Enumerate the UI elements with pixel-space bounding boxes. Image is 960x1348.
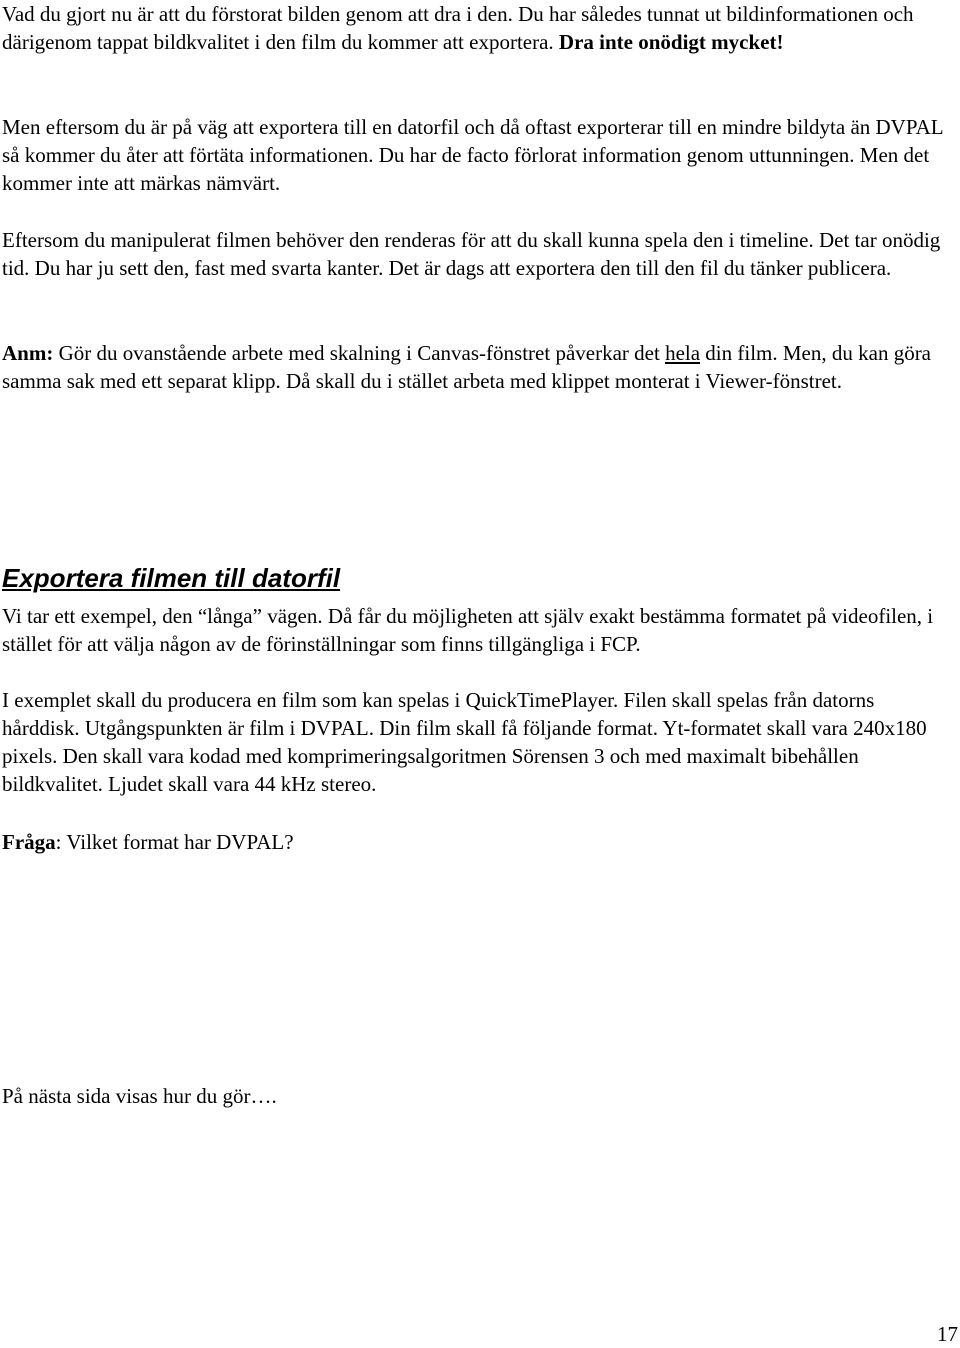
- paragraph-next-page: [2, 1082, 952, 1110]
- paragraph-2: [2, 113, 952, 197]
- question-text: : Vilket format har DVPAL?: [55, 830, 294, 854]
- paragraph-6-text: I exemplet skall du producera en film som kan spelas i QuickTimePlayer. Filen skall spelas från datorns hårddisk. Utgångspunkten är film i DVPAL. Din film skall få följande format. Yt-formatet skall vara 240x180 pixels. Den skall vara kodad med komprimeringsalgoritmen Sörensen 3 och med maximalt bibehållen bildkvalitet. Ljudet skall vara 44 kHz stereo.: [2, 688, 927, 796]
- paragraph-note: [2, 339, 952, 395]
- paragraph-3-text: Eftersom du manipulerat filmen behöver den renderas för att du skall kunna spela den i timeline. Det tar onödig tid. Du har ju sett den, fast med svarta kanter. Det är dags att exportera den till den fil du tänker publicera.: [2, 228, 941, 280]
- paragraph-1-text: Vad du gjort nu är att du förstorat bilden genom att dra i den. Du har således tunnat ut bildinformationen och därigenom tappat bildkvalitet i den film du kommer att exportera.: [2, 2, 914, 54]
- note-label: Anm:: [2, 341, 54, 365]
- section-heading: Exportera filmen till datorfil: [2, 563, 341, 593]
- paragraph-3: [2, 226, 952, 282]
- paragraph-question: [2, 828, 952, 856]
- next-page-text: På nästa sida visas hur du gör….: [2, 1084, 277, 1108]
- page-number: 17: [937, 1322, 958, 1346]
- paragraph-1-bold-warning: Dra inte onödigt mycket!: [558, 30, 784, 54]
- note-text-before: Gör du ovanstående arbete med skalning i Canvas-fönstret påverkar det: [53, 341, 666, 365]
- note-text-after: din film. Men, du kan göra samma sak med ett separat klipp. Då skall du i stället arbeta med klippet monterat i Viewer-fönstret.: [2, 341, 932, 393]
- question-label: Fråga: [2, 830, 56, 854]
- paragraph-5: [2, 602, 952, 658]
- paragraph-5-text: Vi tar ett exempel, den “långa” vägen. Då får du möjligheten att själv exakt bestämma formatet på videofilen, i stället för att välja någon av de förinställningar som finns tillgängliga i FCP.: [2, 604, 934, 656]
- paragraph-6: [2, 686, 952, 798]
- note-underlined-word: hela: [665, 341, 701, 365]
- paragraph-1: [2, 0, 952, 56]
- paragraph-2-text: Men eftersom du är på väg att exportera till en datorfil och då oftast exporterar till en mindre bildyta än DVPAL så kommer du åter att förtäta informationen. Du har de facto förlorat information genom uttunningen. Men det kommer inte att märkas nämvärt.: [2, 115, 943, 195]
